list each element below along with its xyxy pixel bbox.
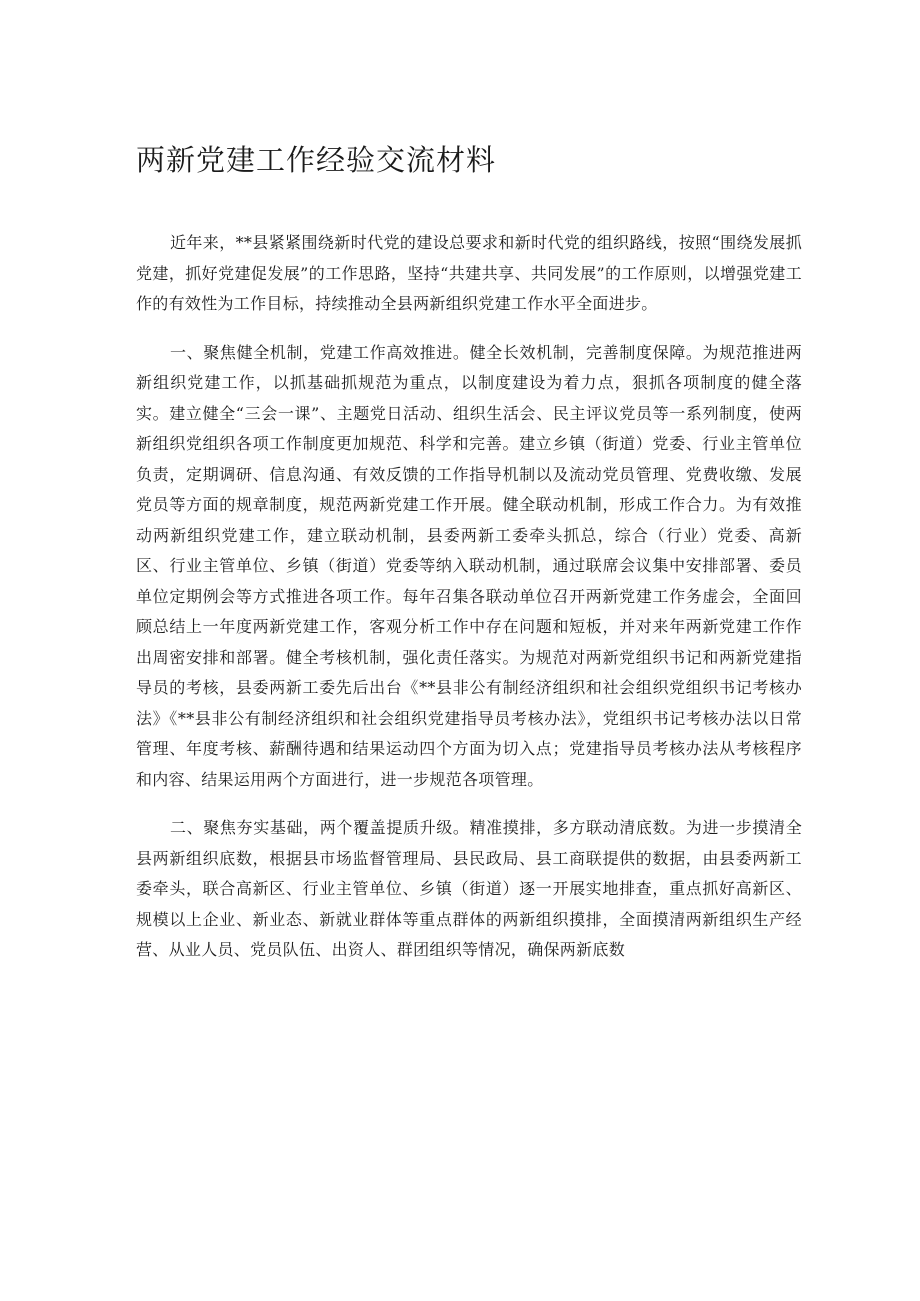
paragraph-section-two: 二、聚焦夯实基础，两个覆盖提质升级。精准摸排，多方联动清底数。为进一步摸清全县两新组织底数，根据县市场监督管理局、县民政局、县工商联提供的数据，由县委两新工委牵头，联合高新区、行业主管单位、乡镇（街道）逐一开展实地排查，重点抓好高新区、规模以上企业、新业态、新就业群体等重点群体的两新组织摸排，全面摸清两新组织生产经营、从业人员、党员队伍、出资人、群团组织等情况，确保两新底数: [136, 818, 802, 959]
paragraph-intro: 近年来，**县紧紧围绕新时代党的建设总要求和新时代党的组织路线，按照“围绕发展抓党建，抓好党建促发展”的工作思路，坚持“共建共享、共同发展”的工作原则，以增强党建工作的有效性为工作目标，持续推动全县两新组织党建工作水平全面进步。: [136, 233, 802, 313]
paragraph-section-one: 一、聚焦健全机制，党建工作高效推进。健全长效机制，完善制度保障。为规范推进两新组织党建工作，以抓基础抓规范为重点，以制度建设为着力点，狠抓各项制度的健全落实。建立健全“三会一课”、主题党日活动、组织生活会、民主评议党员等一系列制度，使两新组织党组织各项工作制度更加规范、科学和完善。建立乡镇（街道）党委、行业主管单位负责，定期调研、信息沟通、有效反馈的工作指导机制以及流动党员管理、党费收缴、发展党员等方面的规章制度，规范两新党建工作开展。健全联动机制，形成工作合力。为有效推动两新组织党建工作，建立联动机制，县委两新工委牵头抓总，综合（行业）党委、高新区、行业主管单位、乡镇（街道）党委等纳入联动机制，通过联席会议集中安排部署、委员单位定期例会等方式推进各项工作。每年召集各联动单位召开两新党建工作务虚会，全面回顾总结上一年度两新党建工作，客观分析工作中存在问题和短板，并对来年两新党建工作作出周密安排和部署。健全考核机制，强化责任落实。为规范对两新党组织书记和两新党建指导员的考核，县委两新工委先后出台《**县非公有制经济组织和社会组织党组织书记考核办法》《**县非公有制经济组织和社会组织党建指导员考核办法》，党组织书记考核办法以日常管理、年度考核、薪酬待遇和结果运动四个方面为切入点；党建指导员考核办法从考核程序和内容、结果运用两个方面进行，进一步规范各项管理。: [136, 342, 802, 789]
document-title: 两新党建工作经验交流材料: [136, 143, 497, 177]
document-body: [136, 228, 802, 984]
